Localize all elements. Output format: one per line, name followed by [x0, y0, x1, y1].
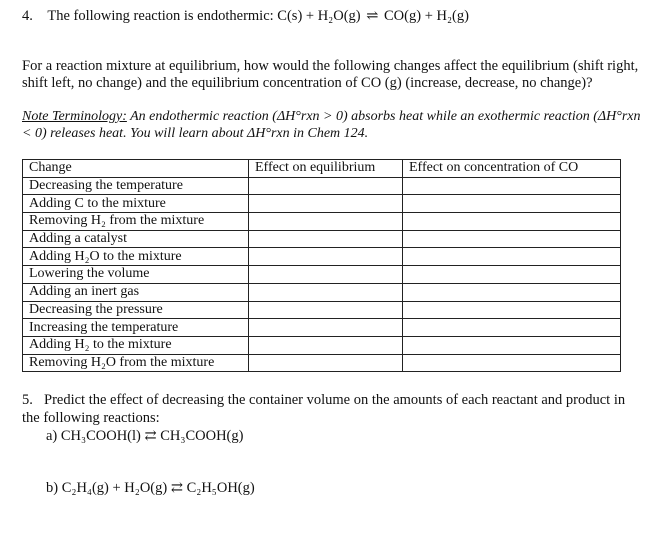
change-cell: Lowering the volume: [23, 266, 249, 284]
table-header-row: [23, 160, 621, 178]
header-change: Change: [23, 160, 249, 178]
equilibrium-answer-cell[interactable]: [249, 319, 403, 337]
table-row: [23, 283, 621, 301]
question-4-prompt: For a reaction mixture at equilibrium, how would the following changes affect the equilibrium (shift right, shift left, no change) and the equilibrium concentration of CO (g) (increase, decrease, no change)?: [22, 58, 639, 91]
change-cell: Adding an inert gas: [23, 283, 249, 301]
co-answer-cell[interactable]: [403, 319, 621, 337]
reaction-reactants: C(s) + H₂O(g): [277, 8, 361, 24]
table-row: [23, 213, 621, 231]
co-answer-cell[interactable]: [403, 195, 621, 213]
question-number: 4.: [22, 8, 33, 24]
table-row: [23, 195, 621, 213]
change-cell: Removing H₂O from the mixture: [23, 354, 249, 372]
change-cell: Increasing the temperature: [23, 319, 249, 337]
co-answer-cell[interactable]: [403, 336, 621, 354]
change-cell: Adding C to the mixture: [23, 195, 249, 213]
question-number: 5.: [22, 392, 33, 408]
table-row: [23, 248, 621, 266]
co-answer-cell[interactable]: [403, 283, 621, 301]
part-reaction: C₂H₄(g) + H₂O(g) ⇄ C₂H₅OH(g): [61, 480, 255, 496]
table-row: [23, 336, 621, 354]
equilibrium-answer-cell[interactable]: [249, 195, 403, 213]
part-reaction: CH₃COOH(l) ⇄ CH₃COOH(g): [60, 428, 244, 444]
change-cell: Adding H₂O to the mixture: [23, 248, 249, 266]
table-row: [23, 266, 621, 284]
question-5-text: Predict the effect of decreasing the container volume on the amounts of each reactant and product in the following reactions:: [22, 392, 626, 426]
co-answer-cell[interactable]: [403, 301, 621, 319]
header-effect-co: Effect on concentration of CO: [403, 160, 621, 178]
equilibrium-answer-cell[interactable]: [249, 301, 403, 319]
co-answer-cell[interactable]: [403, 230, 621, 248]
equilibrium-answer-cell[interactable]: [249, 283, 403, 301]
change-cell: Adding H₂ to the mixture: [23, 336, 249, 354]
co-answer-cell[interactable]: [403, 248, 621, 266]
reaction-products: CO(g) + H₂(g): [384, 8, 469, 24]
equilibrium-answer-cell[interactable]: [249, 213, 403, 231]
table-row: [23, 230, 621, 248]
question-5-prompt: [22, 391, 642, 427]
co-answer-cell[interactable]: [403, 354, 621, 372]
equilibrium-answer-cell[interactable]: [249, 336, 403, 354]
note-text: An endothermic reaction (ΔH°rxn > 0) absorbs heat while an exothermic reaction (ΔH°rxn < 0) releases heat. You will learn about ΔH°rxn in Chem 124.: [22, 109, 641, 141]
equilibrium-answer-cell[interactable]: [249, 177, 403, 195]
equilibrium-answer-cell[interactable]: [249, 354, 403, 372]
part-label: a): [46, 428, 58, 444]
change-cell: Decreasing the temperature: [23, 177, 249, 195]
table-row: [23, 319, 621, 337]
table-row: [23, 177, 621, 195]
terminology-note: [22, 108, 642, 142]
co-answer-cell[interactable]: [403, 213, 621, 231]
table-row: [23, 354, 621, 372]
note-label: Note Terminology:: [22, 109, 127, 124]
question-5-part-a: [46, 428, 243, 445]
equilibrium-answer-cell[interactable]: [249, 266, 403, 284]
part-label: b): [46, 480, 59, 496]
co-answer-cell[interactable]: [403, 266, 621, 284]
question-lead: The following reaction is endothermic:: [47, 8, 274, 24]
equilibrium-answer-cell[interactable]: [249, 230, 403, 248]
table-row: [23, 301, 621, 319]
header-effect-equilibrium: Effect on equilibrium: [249, 160, 403, 178]
change-cell: Decreasing the pressure: [23, 301, 249, 319]
equilibrium-answer-cell[interactable]: [249, 248, 403, 266]
equilibrium-table: [22, 159, 621, 372]
question-4-heading: [22, 8, 469, 25]
equilibrium-arrow: ⇌: [366, 8, 379, 24]
co-answer-cell[interactable]: [403, 177, 621, 195]
change-cell: Adding a catalyst: [23, 230, 249, 248]
question-5-part-b: [46, 480, 255, 497]
change-cell: Removing H₂ from the mixture: [23, 213, 249, 231]
